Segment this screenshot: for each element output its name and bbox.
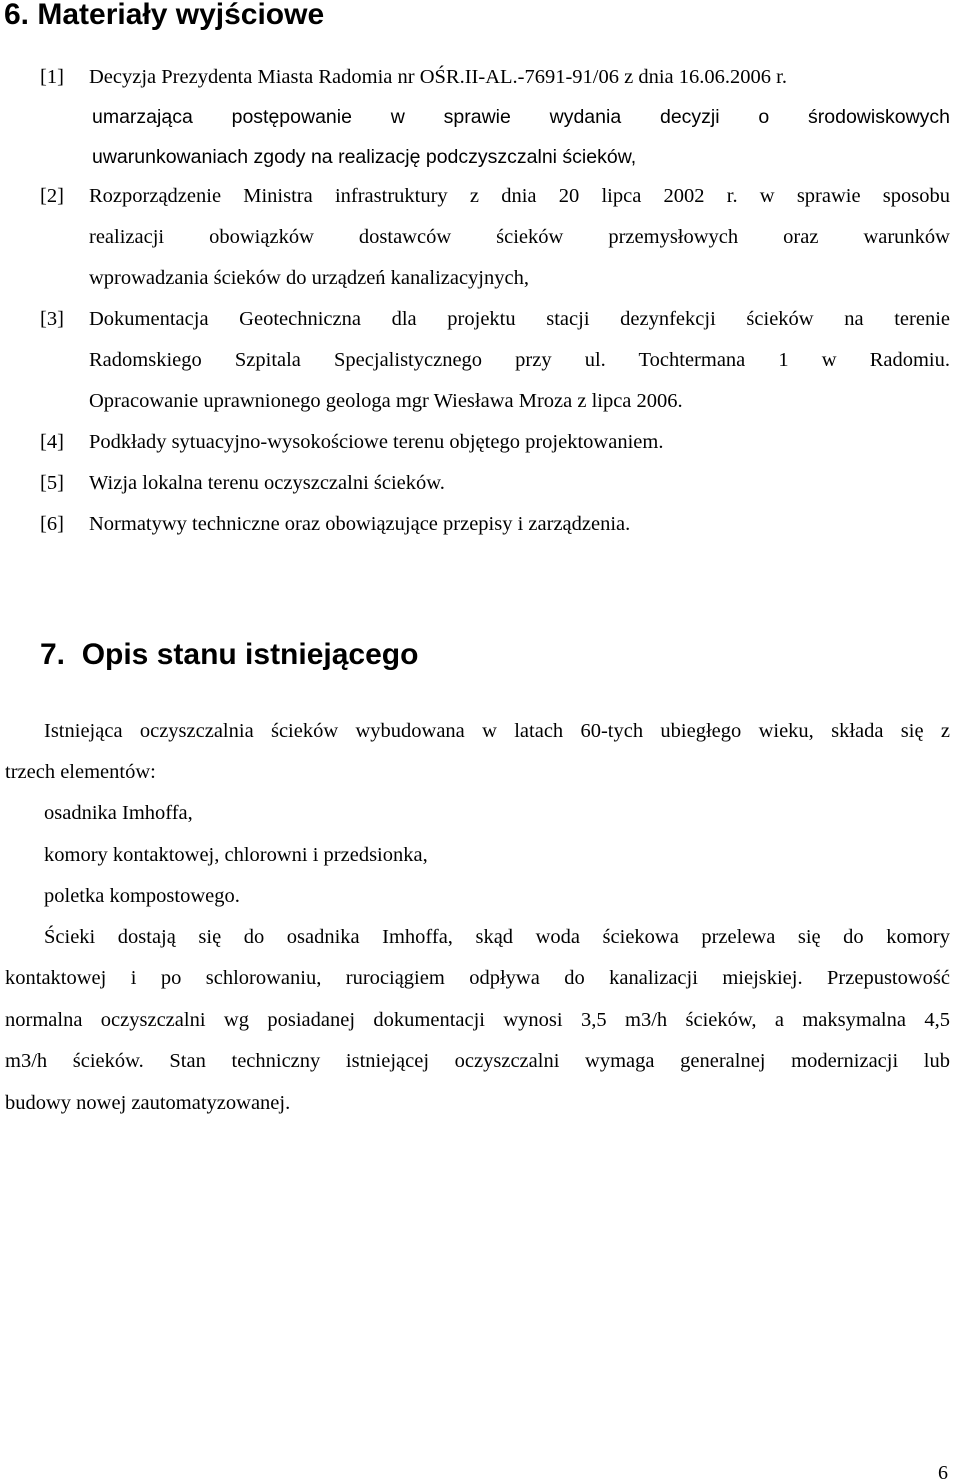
ref-3-number: [3] [40, 308, 64, 330]
ref-1-line-3: uwarunkowaniach zgody na realizację podczyszczalni ścieków, [92, 146, 637, 168]
page-number: 6 [938, 1462, 948, 1484]
list-item-1: osadnika Imhoffa, [44, 802, 193, 824]
section-7-heading: 7. Opis stanu istniejącego [40, 638, 419, 671]
para-2-line-1: Ścieki dostają się do osadnika Imhoffa, skąd woda ściekowa przelewa się do komory [44, 926, 950, 948]
para-2-line-5: budowy nowej zautomatyzowanej. [5, 1092, 291, 1114]
list-item-2: komory kontaktowej, chlorowni i przedsionka, [44, 844, 428, 866]
para-2-line-2: kontaktowej i po schlorowaniu, rurociągiem odpływa do kanalizacji miejskiej. Przepustowość [5, 967, 950, 989]
ref-3-line-1: Dokumentacja Geotechniczna dla projektu stacji dezynfekcji ścieków na terenie [89, 308, 950, 330]
ref-1-line-2: umarzająca postępowanie w sprawie wydania decyzji o środowiskowych [92, 106, 950, 128]
ref-6-number: [6] [40, 513, 64, 535]
ref-5-line-1: Wizja lokalna terenu oczyszczalni ścieków. [89, 472, 445, 494]
ref-1-number: [1] [40, 66, 64, 88]
ref-2-line-2: realizacji obowiązków dostawców ścieków przemysłowych oraz warunków [89, 226, 950, 248]
ref-2-number: [2] [40, 185, 64, 207]
para-1-line-1: Istniejąca oczyszczalnia ścieków wybudowana w latach 60-tych ubiegłego wieku, składa się z [44, 720, 950, 742]
ref-3-line-3: Opracowanie uprawnionego geologa mgr Wiesława Mroza z lipca 2006. [89, 390, 683, 412]
section-6-heading: 6. Materiały wyjściowe [4, 0, 325, 31]
ref-4-line-1: Podkłady sytuacyjno-wysokościowe terenu objętego projektowaniem. [89, 431, 664, 453]
ref-2-line-1: Rozporządzenie Ministra infrastruktury z dnia 20 lipca 2002 r. w sprawie sposobu [89, 185, 950, 207]
ref-2-line-3: wprowadzania ścieków do urządzeń kanalizacyjnych, [89, 267, 529, 289]
ref-5-number: [5] [40, 472, 64, 494]
ref-6-line-1: Normatywy techniczne oraz obowiązujące przepisy i zarządzenia. [89, 513, 631, 535]
para-1-line-2: trzech elementów: [5, 761, 156, 783]
ref-1-line-1: Decyzja Prezydenta Miasta Radomia nr OŚR.II-AL.-7691-91/06 z dnia 16.06.2006 r. [89, 66, 787, 88]
para-2-line-4: m3/h ścieków. Stan techniczny istniejącej oczyszczalni wymaga generalnej modernizacji lub [5, 1050, 950, 1072]
ref-4-number: [4] [40, 431, 64, 453]
list-item-3: poletka kompostowego. [44, 885, 240, 907]
ref-3-line-2: Radomskiego Szpitala Specjalistycznego przy ul. Tochtermana 1 w Radomiu. [89, 349, 950, 371]
para-2-line-3: normalna oczyszczalni wg posiadanej dokumentacji wynosi 3,5 m3/h ścieków, a maksymalna 4,5 [5, 1009, 950, 1031]
